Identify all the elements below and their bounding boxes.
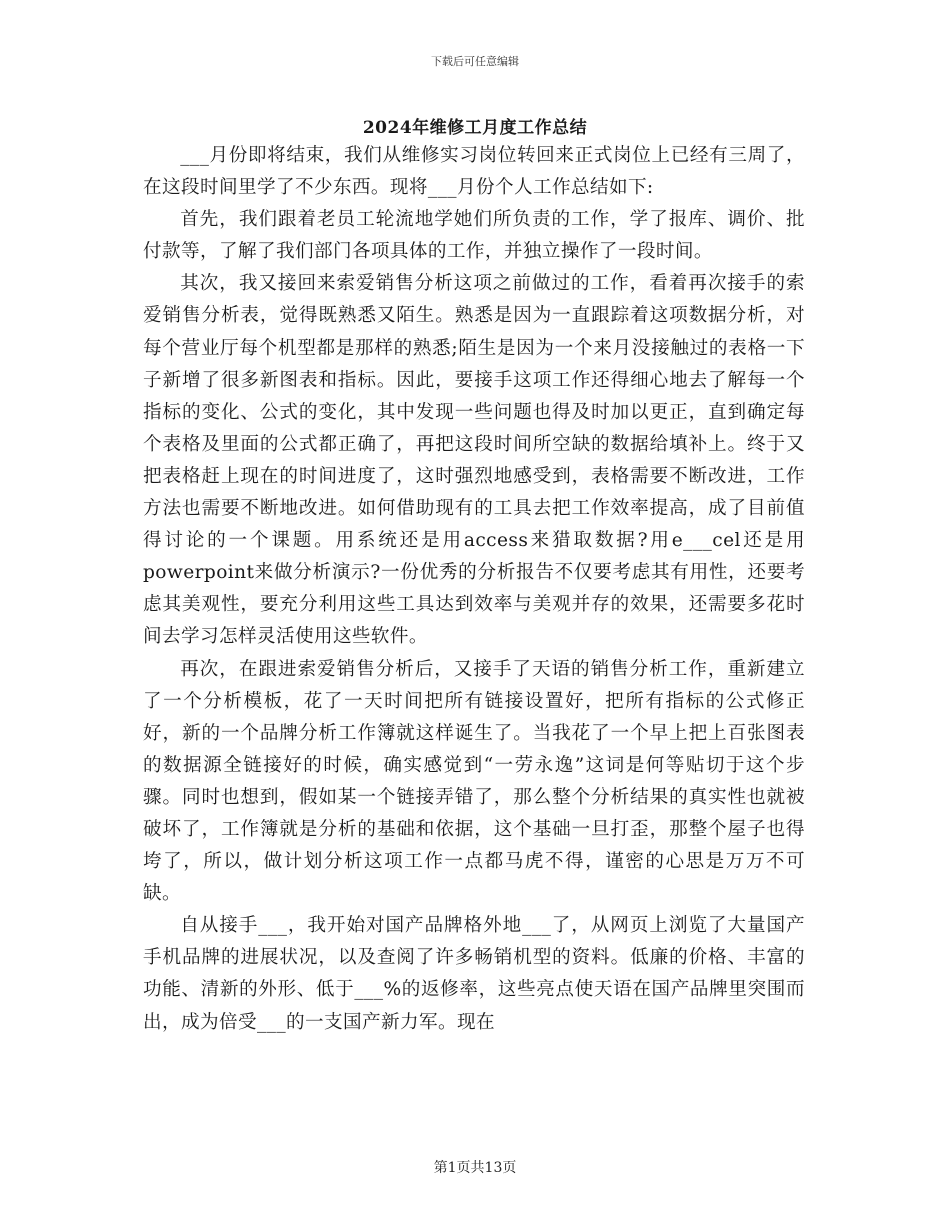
page-number: 第1页共13页 (433, 1160, 517, 1176)
document-title: 2024年维修工月度工作总结 (362, 118, 588, 138)
paragraph-third: 再次，在跟进索爱销售分析后，又接手了天语的销售分析工作，重新建立了一个分析模板，花了一天时间把所有链接设置好，把所有指标的公式修正好，新的一个品牌分析工作簿就这样诞生了。当我花了一个早上把上百张图表的数据源全链接好的时候，确实感觉到“一劳永逸”这词是何等贴切于这个步骤。同时也想到，假如某一个链接弄错了，那么整个分析结果的真实性也就被破坏了，工作簿就是分析的基础和依据，这个基础一旦打歪，那整个屋子也得垮了，所以，做计划分析这项工作一点都马虎不得，谨密的心思是万万不可缺。 (143, 658, 805, 905)
paragraph-second: 其次，我又接回来索爱销售分析这项之前做过的工作，看着再次接手的索爱销售分析表，觉得既熟悉又陌生。熟悉是因为一直跟踪着这项数据分析，对每个营业厅每个机型都是那样的熟悉;陌生是因为一个来月没接触过的表格一下子新增了很多新图表和指标。因此，要接手这项工作还得细心地去了解每一个指标的变化、公式的变化，其中发现一些问题也得及时加以更正，直到确定每个表格及里面的公式都正确了，再把这段时间所空缺的数据给填补上。终于又把表格赶上现在的时间进度了，这时强烈地感受到，表格需要不断改进，工作方法也需要不断地改进。如何借助现有的工具去把工作效率提高，成了目前值得讨论的一个课题。用系统还是用access来猎取数据?用e___cel还是用powerpoint来做分析演示?一份优秀的分析报告不仅要考虑其有用性，还要考虑其美观性，要充分利用这些工具达到效率与美观并存的效果，还需要多花时间去学习怎样灵活使用这些软件。 (143, 273, 805, 648)
document-body (143, 140, 805, 1039)
paragraph-fourth: 自从接手___，我开始对国产品牌格外地___了，从网页上浏览了大量国产手机品牌的进展状况，以及查阅了许多畅销机型的资料。低廉的价格、丰富的功能、清新的外形、低于___%的返修率，这些亮点使天语在国产品牌里突围而出，成为倍受___的一支国产新力军。现在 (143, 915, 805, 1033)
paragraph-first: 首先，我们跟着老员工轮流地学她们所负责的工作，学了报库、调价、批付款等，了解了我们部门各项具体的工作，并独立操作了一段时间。 (143, 209, 805, 263)
header-note: 下载后可任意编辑 (431, 55, 519, 68)
paragraph-intro: ___月份即将结束，我们从维修实习岗位转回来正式岗位上已经有三周了，在这段时间里学了不少东西。现将___月份个人工作总结如下: (143, 145, 805, 199)
